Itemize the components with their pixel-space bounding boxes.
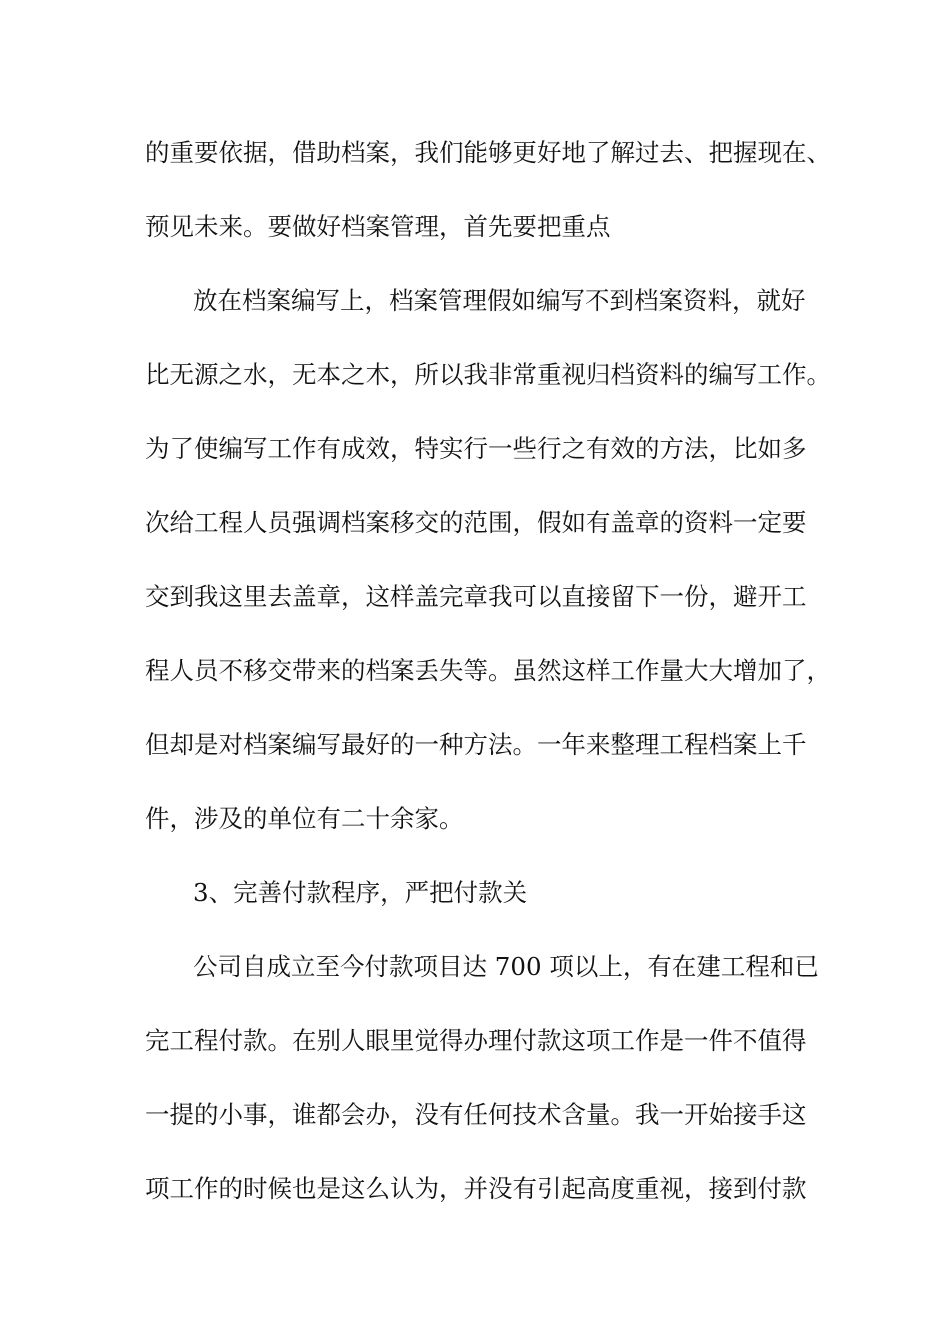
paragraph-line: 次给工程人员强调档案移交的范围，假如有盖章的资料一定要 [145,508,807,537]
paragraph-line: 交到我这里去盖章，这样盖完章我可以直接留下一份，避开工 [145,582,807,611]
paragraph-line: 公司自成立至今付款项目达 700 项以上，有在建工程和已 [193,952,819,981]
paragraph-line: 项工作的时候也是这么认为，并没有引起高度重视，接到付款 [145,1174,807,1203]
paragraph-line: 为了使编写工作有成效，特实行一些行之有效的方法，比如多 [145,434,807,463]
paragraph-line: 完工程付款。在别人眼里觉得办理付款这项工作是一件不值得 [145,1026,807,1055]
paragraph-line: 件，涉及的单位有二十余家。 [145,804,464,833]
paragraph-line: 程人员不移交带来的档案丢失等。虽然这样工作量大大增加了， [145,656,831,685]
paragraph-line: 放在档案编写上，档案管理假如编写不到档案资料，就好 [193,286,806,315]
paragraph-line: 但却是对档案编写最好的一种方法。一年来整理工程档案上千 [145,730,807,759]
paragraph-line: 预见未来。要做好档案管理，首先要把重点 [145,212,611,241]
section-heading: 3、完善付款程序，严把付款关 [193,878,528,907]
paragraph-line: 比无源之水，无本之木，所以我非常重视归档资料的编写工作。 [145,360,831,389]
paragraph-line: 一提的小事，谁都会办，没有任何技术含量。我一开始接手这 [145,1100,807,1129]
paragraph-line: 的重要依据，借助档案，我们能够更好地了解过去、把握现在、 [145,138,831,167]
